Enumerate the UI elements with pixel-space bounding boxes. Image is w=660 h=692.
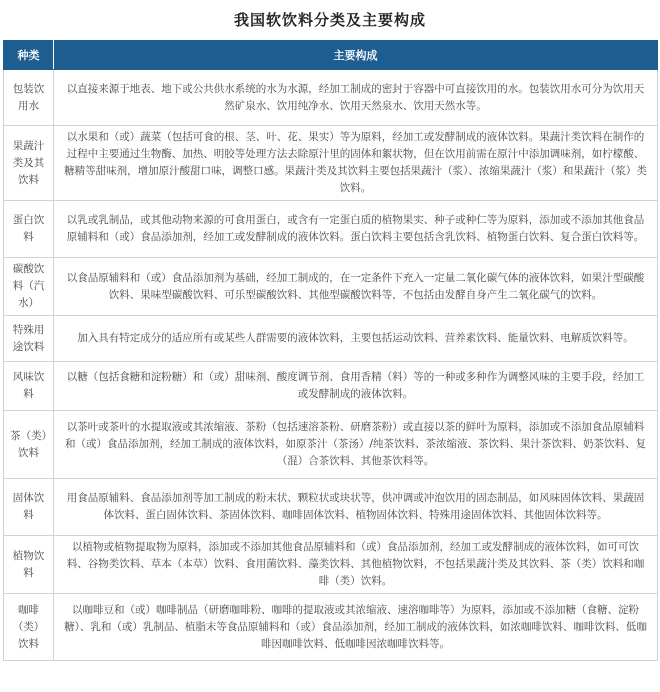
row-category: 蛋白饮料	[4, 201, 54, 258]
row-description: 用食品原辅料、食品添加剂等加工制成的粉末状、颗粒状或块状等，供冲调或冲泡饮用的固态制品，如风味固体饮料、果蔬固体饮料、蛋白固体饮料、茶固体饮料、咖啡固体饮料、植物固体饮料、特殊用途固体饮料、其他固体饮料等。	[54, 479, 658, 536]
table-row	[4, 536, 658, 594]
table-row	[4, 126, 658, 201]
row-description: 以食品原辅料和（或）食品添加剂为基础，经加工制成的，在一定条件下充入一定量二氧化碳气体的液体饮料，如果汁型碳酸饮料、果味型碳酸饮料、可乐型碳酸饮料、其他型碳酸饮料等，不包括由发酵自身产生二氧化碳气的饮料。	[54, 258, 658, 316]
table-row	[4, 594, 658, 661]
row-category: 固体饮料	[4, 479, 54, 536]
header-category: 种类	[4, 41, 54, 70]
row-description: 以糖（包括食糖和淀粉糖）和（或）甜味剂、酸度调节剂、食用香精（料）等的一种或多种作为调整风味的主要手段，经加工或发酵制成的液体饮料。	[54, 362, 658, 411]
row-category: 碳酸饮料（汽水）	[4, 258, 54, 316]
row-description: 以植物或植物提取物为原料，添加或不添加其他食品原辅料和（或）食品添加剂，经加工或发酵制成的液体饮料，如可可饮料、谷物类饮料、草本（本草）饮料、食用菌饮料、藻类饮料、其他植物饮料，不包括果蔬汁类及其饮料、茶（类）饮料和咖啡（类）饮料。	[54, 536, 658, 594]
row-description: 加入具有特定成分的适应所有或某些人群需要的液体饮料，主要包括运动饮料、营养素饮料、能量饮料、电解质饮料等。	[54, 316, 658, 362]
table-row	[4, 70, 658, 126]
table-row	[4, 362, 658, 411]
row-category: 果蔬汁类及其饮料	[4, 126, 54, 201]
page-title: 我国软饮料分类及主要构成	[233, 11, 426, 29]
header-composition: 主要构成	[54, 41, 658, 70]
row-category: 特殊用途饮料	[4, 316, 54, 362]
row-description: 以直接来源于地表、地下或公共供水系统的水为水源，经加工制成的密封于容器中可直接饮用的水。包装饮用水可分为饮用天然矿泉水、饮用纯净水、饮用天然泉水、饮用天然水等。	[54, 70, 658, 126]
row-category: 风味饮料	[4, 362, 54, 411]
row-category: 植物饮料	[4, 536, 54, 594]
row-category: 咖啡（类）饮料	[4, 594, 54, 661]
row-category: 包装饮用水	[4, 70, 54, 126]
table-row	[4, 201, 658, 258]
row-description: 以水果和（或）蔬菜（包括可食的根、茎、叶、花、果实）等为原料，经加工或发酵制成的液体饮料。果蔬汁类饮料在制作的过程中主要通过生物酶、加热、明胶等处理方法去除原汁里的固体和絮状物，但在饮用前需在原汁中添加调味剂，如柠檬酸、糖精等甜味剂，增加原汁酸甜口味，调整口感。果蔬汁类及其饮料主要包括果蔬汁（浆）、浓缩果蔬汁（浆）和果蔬汁（浆）类饮料。	[54, 126, 658, 201]
row-description: 以乳或乳制品，或其他动物来源的可食用蛋白，或含有一定蛋白质的植物果实、种子或种仁等为原料，添加或不添加其他食品原辅料和（或）食品添加剂，经加工或发酵制成的液体饮料。蛋白饮料主要包括含乳饮料、植物蛋白饮料、复合蛋白饮料等。	[54, 201, 658, 258]
soft-drink-table	[3, 40, 658, 661]
table-row	[4, 258, 658, 316]
table-row	[4, 316, 658, 362]
row-description: 以咖啡豆和（或）咖啡制品（研磨咖啡粉、咖啡的提取液或其浓缩液、速溶咖啡等）为原料，添加或不添加糖（食糖、淀粉糖）、乳和（或）乳制品、植脂末等食品原辅料和（或）食品添加剂，经加工制成的液体饮料，如浓咖啡饮料、咖啡饮料、低咖啡因咖啡饮料、低咖啡因浓咖啡饮料等。	[54, 594, 658, 661]
row-description: 以茶叶或茶叶的水提取液或其浓缩液、茶粉（包括速溶茶粉、研磨茶粉）或直接以茶的鲜叶为原料，添加或不添加食品原辅料和（或）食品添加剂，经加工制成的液体饮料，如原茶汁（茶汤）/纯茶饮料、茶浓缩液、茶饮料、果汁茶饮料、奶茶饮料、复（混）合茶饮料、其他茶饮料等。	[54, 411, 658, 479]
table-row	[4, 411, 658, 479]
row-category: 茶（类）饮料	[4, 411, 54, 479]
table-row	[4, 479, 658, 536]
table-header-row	[4, 41, 658, 70]
